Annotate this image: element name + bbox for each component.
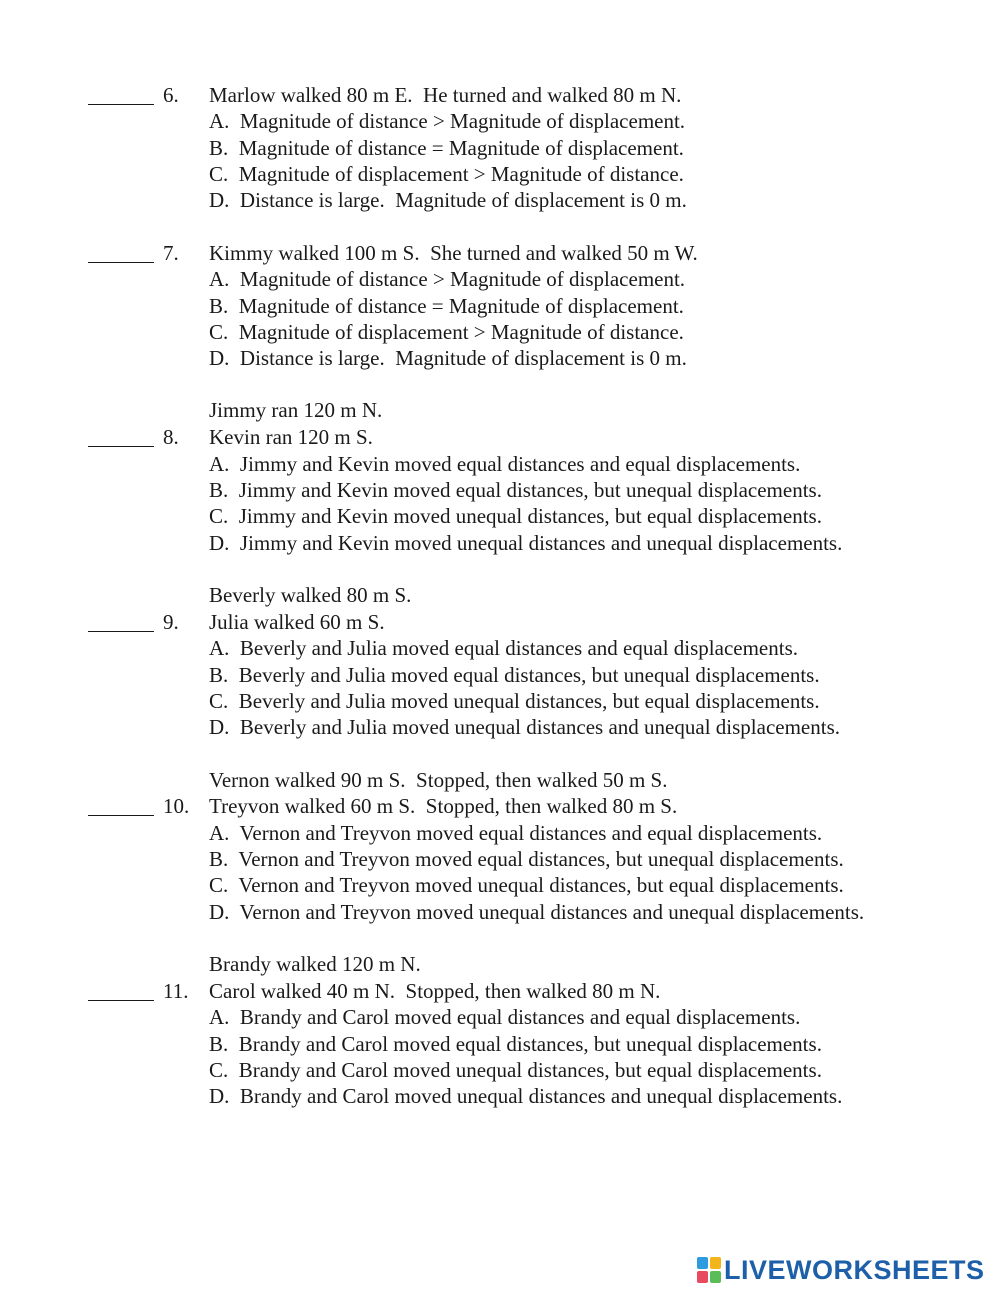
- option-a: A. Beverly and Julia moved equal distances and equal displacements.: [209, 636, 798, 660]
- option-d: D. Beverly and Julia moved unequal distances and unequal displacements.: [209, 715, 840, 739]
- question-prompt: Julia walked 60 m S.: [209, 610, 385, 634]
- option-c: C. Vernon and Treyvon moved unequal distances, but equal displacements.: [209, 873, 844, 897]
- option-b: B. Beverly and Julia moved equal distances, but unequal displacements.: [209, 663, 820, 687]
- question-prompt: Kevin ran 120 m S.: [209, 425, 373, 449]
- question-number: 9.: [163, 610, 179, 634]
- brand-name: LIVEWORKSHEETS: [724, 1254, 985, 1285]
- option-c: C. Magnitude of displacement > Magnitude of distance.: [209, 320, 684, 344]
- question-number: 11.: [163, 979, 189, 1003]
- option-a: A. Vernon and Treyvon moved equal distances and equal displacements.: [209, 821, 823, 845]
- answer-blank-11[interactable]: [88, 980, 154, 1001]
- liveworksheets-logo: [697, 1253, 985, 1287]
- question-prompt: Kimmy walked 100 m S. She turned and walked 50 m W.: [209, 241, 698, 265]
- question-prompt: Treyvon walked 60 m S. Stopped, then walked 80 m S.: [209, 794, 678, 818]
- option-a: A. Magnitude of distance > Magnitude of displacement.: [209, 109, 686, 133]
- question-context: Jimmy ran 120 m N.: [209, 398, 383, 422]
- logo-block-icon: [697, 1271, 708, 1283]
- question-context: Beverly walked 80 m S.: [209, 583, 412, 607]
- answer-blank-7[interactable]: [88, 242, 154, 263]
- answer-blank-9[interactable]: [88, 611, 154, 632]
- logo-block-icon: [710, 1271, 721, 1283]
- option-b: B. Magnitude of distance = Magnitude of displacement.: [209, 294, 684, 318]
- option-b: B. Magnitude of distance = Magnitude of displacement.: [209, 136, 684, 160]
- option-b: B. Jimmy and Kevin moved equal distances, but unequal displacements.: [209, 478, 822, 502]
- question-prompt: Marlow walked 80 m E. He turned and walked 80 m N.: [209, 83, 682, 107]
- option-a: A. Jimmy and Kevin moved equal distances and equal displacements.: [209, 452, 801, 476]
- question-number: 7.: [163, 241, 179, 265]
- option-c: C. Brandy and Carol moved unequal distances, but equal displacements.: [209, 1058, 822, 1082]
- option-a: A. Brandy and Carol moved equal distances and equal displacements.: [209, 1005, 801, 1029]
- question-context: Brandy walked 120 m N.: [209, 952, 421, 976]
- option-a: A. Magnitude of distance > Magnitude of displacement.: [209, 267, 686, 291]
- option-c: C. Magnitude of displacement > Magnitude of distance.: [209, 162, 684, 186]
- question-number: 8.: [163, 425, 179, 449]
- question-prompt: Carol walked 40 m N. Stopped, then walked 80 m N.: [209, 979, 661, 1003]
- liveworksheets-logo-icon: [697, 1257, 721, 1283]
- logo-block-icon: [697, 1257, 708, 1269]
- answer-blank-6[interactable]: [88, 84, 154, 105]
- option-d: D. Distance is large. Magnitude of displacement is 0 m.: [209, 188, 687, 212]
- option-b: B. Vernon and Treyvon moved equal distances, but unequal displacements.: [209, 847, 844, 871]
- option-d: D. Vernon and Treyvon moved unequal distances and unequal displacements.: [209, 900, 865, 924]
- option-c: C. Beverly and Julia moved unequal distances, but equal displacements.: [209, 689, 820, 713]
- question-number: 6.: [163, 83, 179, 107]
- question-number: 10.: [163, 794, 190, 818]
- option-d: D. Brandy and Carol moved unequal distances and unequal displacements.: [209, 1084, 843, 1108]
- answer-blank-8[interactable]: [88, 426, 154, 447]
- question-context: Vernon walked 90 m S. Stopped, then walked 50 m S.: [209, 768, 668, 792]
- answer-blank-10[interactable]: [88, 795, 154, 816]
- logo-block-icon: [710, 1257, 721, 1269]
- option-d: D. Distance is large. Magnitude of displacement is 0 m.: [209, 346, 687, 370]
- option-b: B. Brandy and Carol moved equal distances, but unequal displacements.: [209, 1032, 822, 1056]
- option-c: C. Jimmy and Kevin moved unequal distances, but equal displacements.: [209, 504, 822, 528]
- option-d: D. Jimmy and Kevin moved unequal distances and unequal displacements.: [209, 531, 843, 555]
